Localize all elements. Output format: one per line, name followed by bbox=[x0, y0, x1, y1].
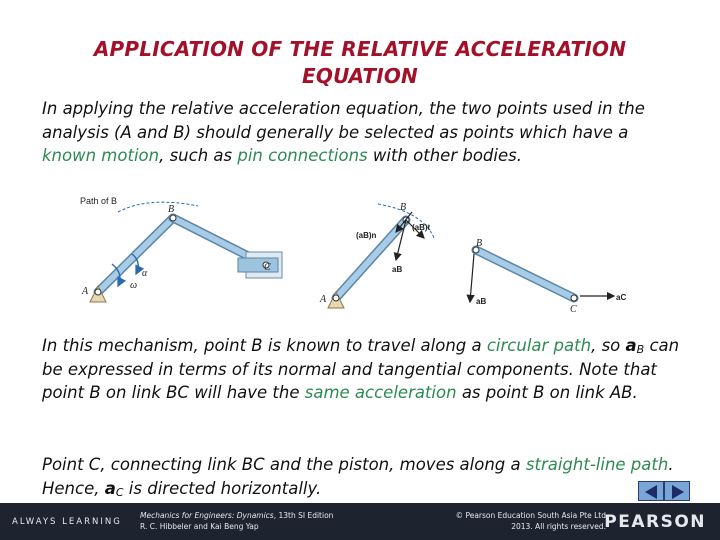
label-b-3: B bbox=[476, 238, 483, 249]
slide-title bbox=[0, 36, 720, 90]
path-of-b-arc bbox=[118, 202, 198, 212]
label-b-2: B bbox=[400, 202, 407, 213]
p3-highlight-straight-line-path: straight-line path bbox=[525, 455, 669, 474]
arrow-bc-ab bbox=[470, 254, 474, 302]
p2-highlight-circular-path: circular path bbox=[486, 336, 592, 355]
footer-always-learning: ALWAYS LEARNING bbox=[12, 517, 122, 527]
pearson-logo: PEARSON bbox=[604, 512, 706, 532]
path-of-b-label: Path of B bbox=[80, 196, 118, 206]
mechanism-full-view bbox=[80, 196, 282, 302]
p1-highlight-pin-connections: pin connections bbox=[237, 146, 368, 165]
p1-highlight-known-motion: known motion bbox=[42, 146, 160, 165]
label-c-1: C bbox=[264, 262, 271, 273]
label-ab-n: (aB)n bbox=[356, 231, 377, 240]
footer-copyright-line2: 2013. All rights reserved. bbox=[511, 522, 606, 531]
mechanism-figure bbox=[78, 190, 638, 320]
triangle-right-icon bbox=[672, 485, 684, 499]
slide-title-line2: EQUATION bbox=[302, 64, 418, 88]
footer-copyright-line1: © Pearson Education South Asia Pte Ltd bbox=[455, 511, 606, 520]
p1-text-a: In applying the relative acceleration equation, the two points used in the analysis (A and B) should generally be selected as points which have a bbox=[42, 99, 645, 142]
p2-symbol-a: a bbox=[625, 336, 637, 355]
label-b-1: B bbox=[168, 204, 175, 215]
link-ab-view bbox=[319, 202, 434, 308]
p2-subscript-b: B bbox=[636, 343, 645, 356]
p2-highlight-same-acceleration: same acceleration bbox=[304, 383, 457, 402]
footer-bar bbox=[0, 503, 720, 540]
p2-text-f: can be expressed in terms of its normal and tangential components. Note that point B on link BC will have the bbox=[42, 336, 680, 402]
p2-text-c: , so bbox=[591, 336, 626, 355]
paragraph-straight-line-path bbox=[42, 453, 682, 500]
footer-copyright bbox=[456, 510, 606, 532]
label-alpha: α bbox=[142, 268, 148, 279]
link-bc-view bbox=[470, 238, 626, 315]
label-ab: aB bbox=[392, 265, 403, 274]
p3-subscript-c: C bbox=[115, 485, 124, 499]
p3-text-c: . Hence, bbox=[42, 455, 674, 498]
slide-title-line1: APPLICATION OF THE RELATIVE ACCELERATION bbox=[93, 37, 627, 61]
paragraph-circular-path bbox=[42, 334, 682, 405]
p3-text-f: is directed horizontally. bbox=[123, 478, 322, 498]
paragraph-selection-of-points bbox=[42, 97, 682, 168]
p1-text-c: , such as bbox=[159, 146, 238, 165]
p2-text-h: as point B on link AB. bbox=[456, 383, 638, 402]
footer-book-edition: , 13th SI Edition bbox=[273, 511, 334, 520]
label-ab-3: aB bbox=[476, 297, 487, 306]
previous-slide-button[interactable] bbox=[638, 481, 664, 501]
piston bbox=[238, 258, 278, 272]
p3-symbol-a: a bbox=[104, 478, 116, 498]
label-ab-t: (aB)t bbox=[412, 223, 431, 232]
next-slide-button[interactable] bbox=[664, 481, 690, 501]
label-a-1: A bbox=[82, 286, 89, 297]
label-omega: ω bbox=[130, 280, 138, 291]
footer-book-info bbox=[140, 510, 333, 532]
p2-text-a: In this mechanism, point B is known to travel along a bbox=[42, 336, 487, 355]
footer-book-title: Mechanics for Engineers: Dynamics bbox=[140, 511, 274, 520]
triangle-left-icon bbox=[645, 485, 657, 499]
p3-text-a: Point C, connecting link BC and the piston, moves along a bbox=[42, 455, 526, 474]
label-c-3: C bbox=[570, 304, 577, 315]
label-a-2: A bbox=[320, 294, 327, 305]
label-ac: aC bbox=[616, 293, 627, 302]
footer-authors: R. C. Hibbeler and Kai Beng Yap bbox=[140, 522, 259, 531]
p1-text-e: with other bodies. bbox=[367, 146, 522, 165]
